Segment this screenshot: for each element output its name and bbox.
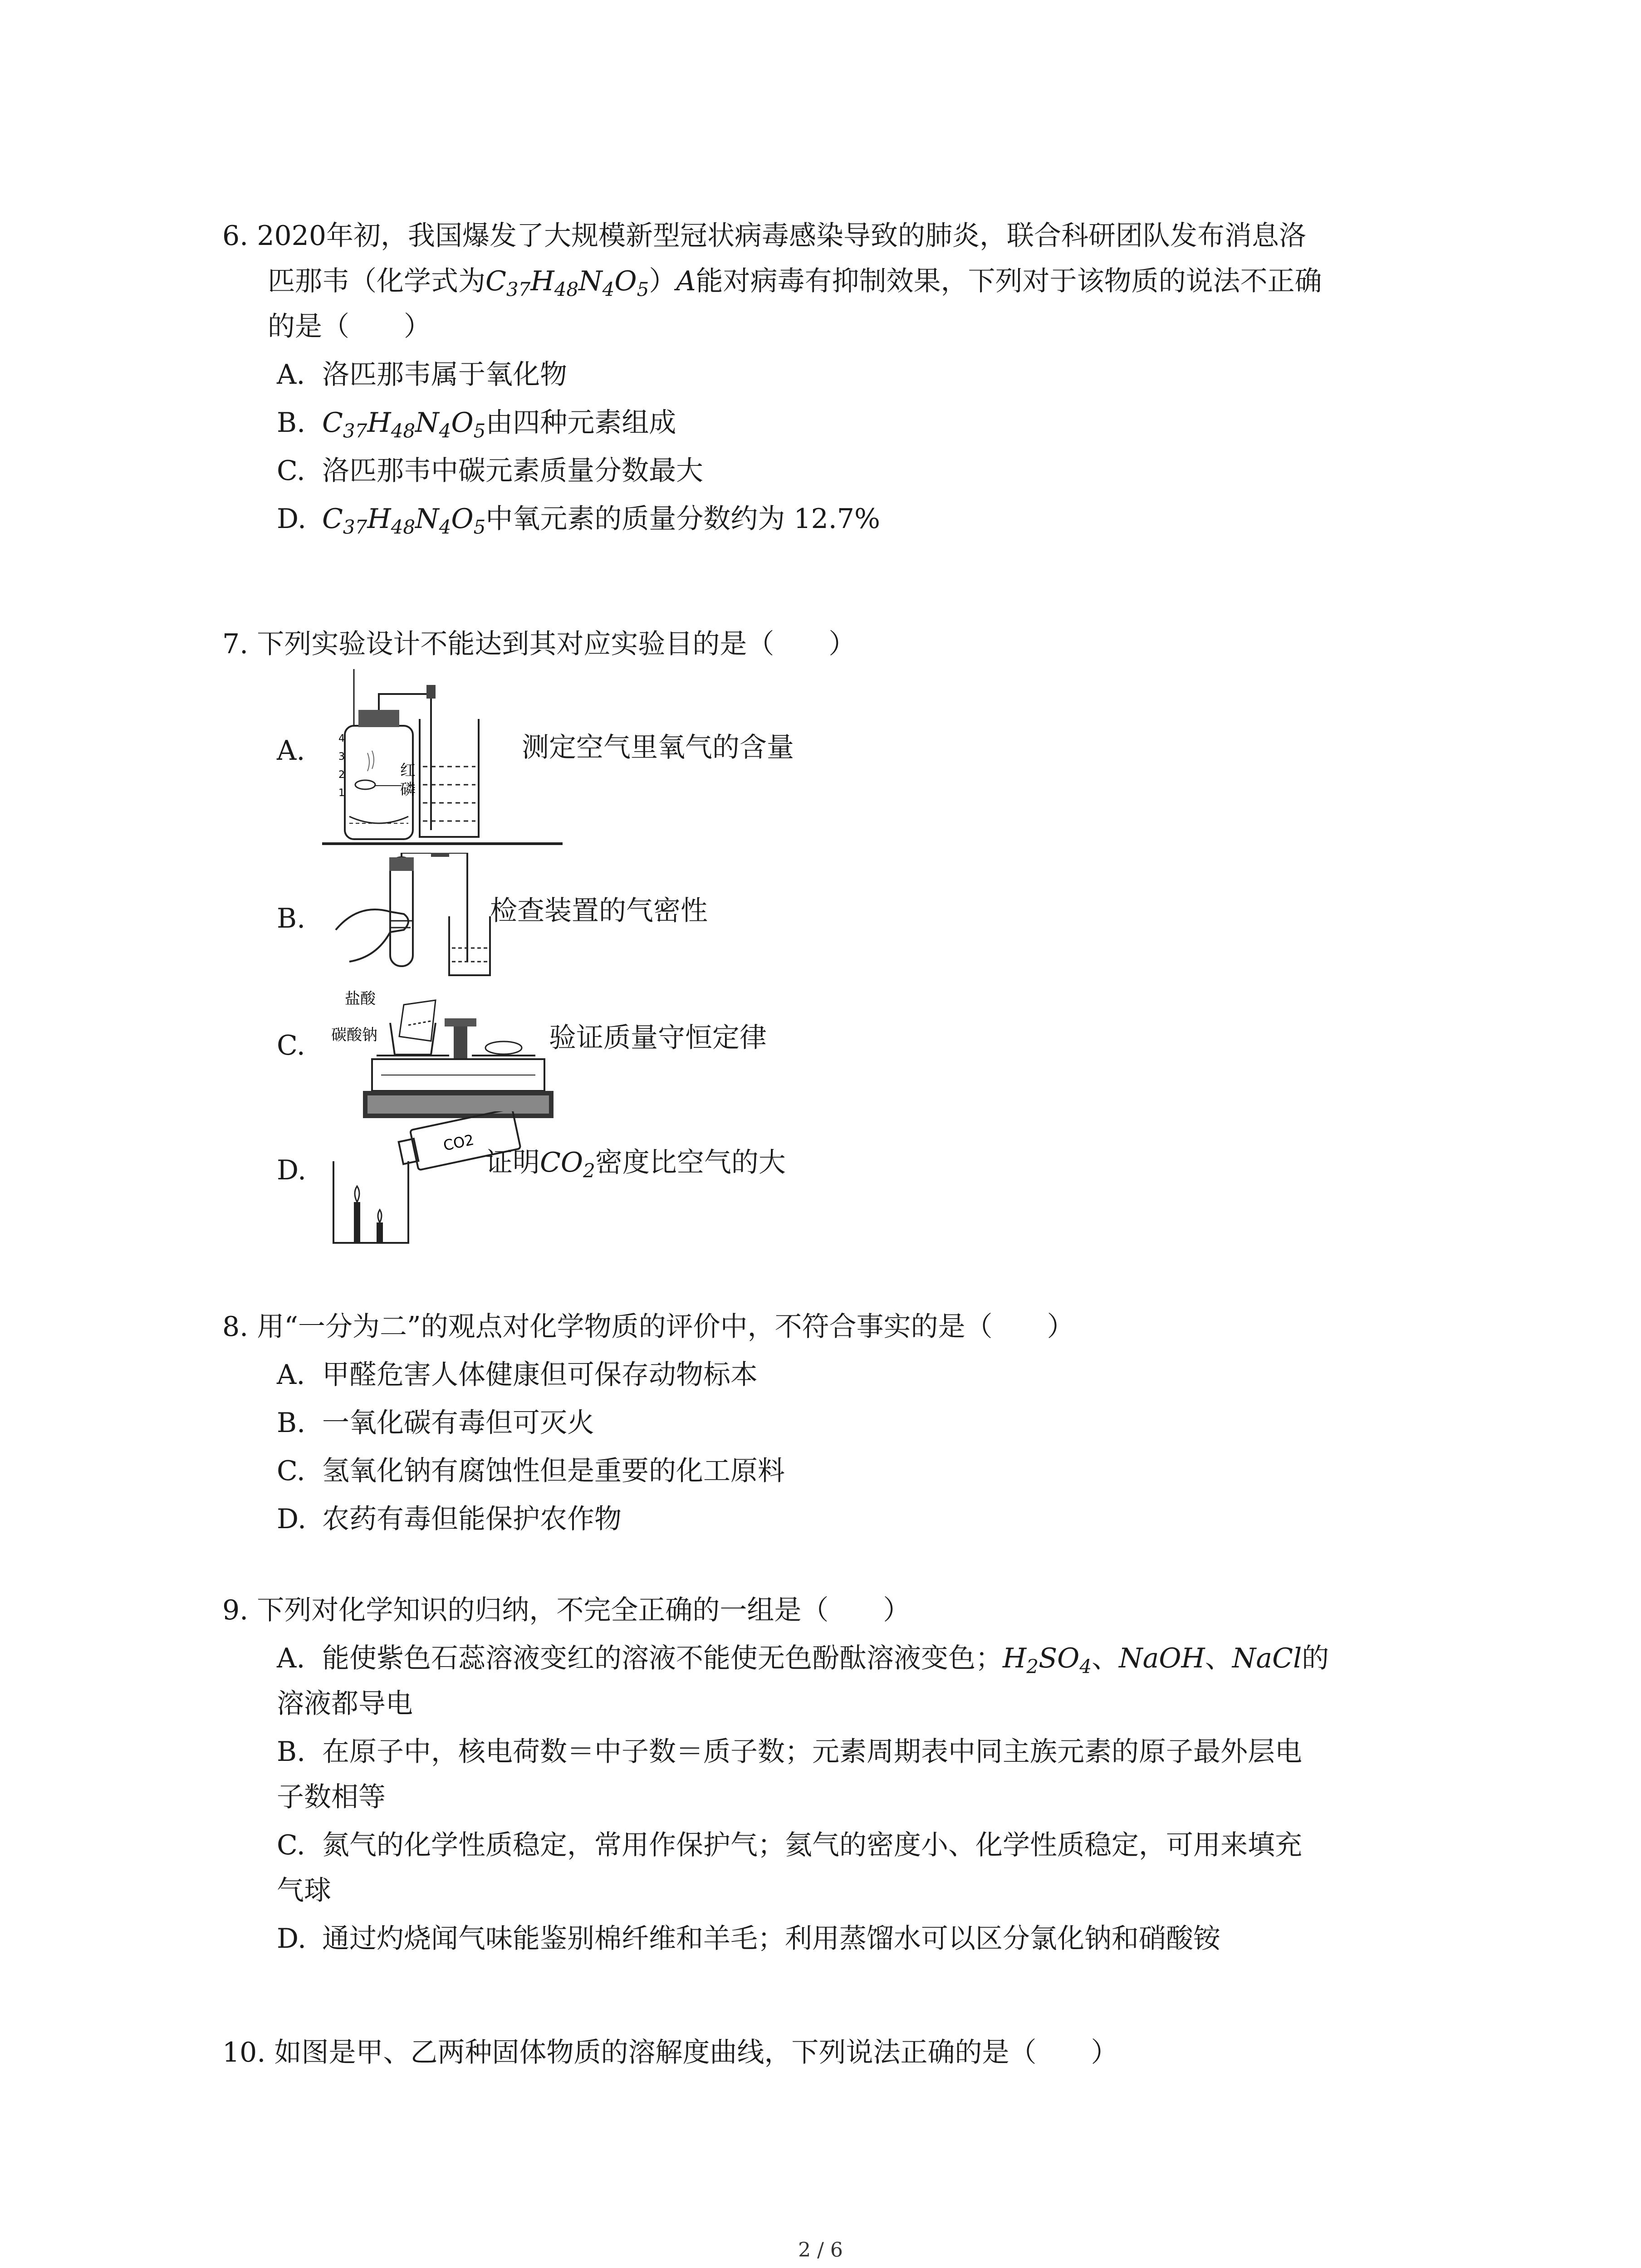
question-6 [222, 213, 1447, 542]
question-8-option-d[interactable]: D. 农药有毒但能保护农作物 [277, 1503, 622, 1535]
svg-text:磷: 磷 [400, 781, 416, 799]
question-8 [222, 1304, 1447, 1542]
question-6-option-b[interactable]: B. $C_{37}H_{48}N_4O_5$由四种元素组成 [277, 407, 676, 442]
question-7-option-a[interactable]: A. 4 3 2 1 红 磷 测定空气里氧气的含量 [277, 667, 1048, 848]
question-number: 9. [222, 1594, 249, 1626]
question-6-option-a[interactable]: A. 洛匹那韦属于氧化物 [277, 359, 567, 391]
question-number: 6. [222, 220, 249, 252]
formula-lopinavir: $C_{37}H_{48}N_4O_5$ [322, 407, 486, 442]
question-9-option-b[interactable]: B. 在原子中，核电荷数＝中子数＝质子数；元素周期表中同主族元素的原子最外层电 [277, 1736, 1302, 1768]
page-number: 2 / 6 [798, 2239, 843, 2262]
question-9-option-a-continued: 溶液都导电 [277, 1688, 413, 1720]
question-6-stem-line3: 的是（ ） [268, 311, 431, 342]
question-6-stem-line2: 匹那韦（化学式为$C_{37}H_{48}N_4O_5)A$能对病毒有抑制效果，下列对于该物质的说法不正确 [268, 265, 1322, 301]
question-10-stem: 10. 如图是甲、乙两种固体物质的溶解度曲线，下列说法正确的是（ ） [222, 2030, 1447, 2075]
question-7 [222, 621, 1447, 667]
svg-text:CO2: CO2 [441, 1131, 475, 1154]
question-number: 7. [222, 628, 249, 660]
formula-lopinavir: $C_{37}H_{48}N_4O_5$ [485, 265, 649, 301]
question-8-option-b[interactable]: B. 一氧化碳有毒但可灭火 [277, 1407, 594, 1439]
question-9-stem: 9. 下列对化学知识的归纳，不完全正确的一组是（ ） [222, 1588, 1447, 1633]
question-7-option-c[interactable]: C. 盐酸 碳酸钠 验证质量守恒定律 [277, 987, 1048, 1132]
question-9-option-b-continued: 子数相等 [277, 1781, 386, 1813]
question-10 [222, 2030, 1447, 2075]
co2-density-apparatus [322, 1111, 558, 1256]
question-9 [222, 1588, 1447, 1961]
question-9-option-c[interactable]: C. 氮气的化学性质稳定，常用作保护气；氦气的密度小、化学性质稳定，可用来填充 [277, 1829, 1302, 1861]
svg-text:4: 4 [338, 733, 345, 744]
formula-nacl: NaCl [1232, 1642, 1302, 1674]
question-9-option-a[interactable]: A. 能使紫色石蕊溶液变红的溶液不能使无色酚酞溶液变色；$H_2SO_4$、NaOH、NaCl的 [277, 1642, 1329, 1678]
question-7-option-b[interactable]: B. 检查装置的气密性 [277, 853, 1048, 989]
question-7-stem: 7. 下列实验设计不能达到其对应实验目的是（ ） [222, 621, 1447, 667]
formula-naoh: NaOH [1119, 1642, 1205, 1674]
question-8-option-a[interactable]: A. 甲醛危害人体健康但可保存动物标本 [277, 1359, 758, 1391]
question-6-stem: 6. 2020年初，我国爆发了大规模新型冠状病毒感染导致的肺炎，联合科研团队发布消息洛 [222, 213, 1447, 259]
question-7-option-d[interactable]: D. CO2 证明$CO_2$密度比空气的大 [277, 1111, 1048, 1256]
formula-h2so4: $H_2SO_4$ [1003, 1642, 1092, 1678]
question-8-stem: 8. 用“一分为二”的观点对化学物质的评价中，不符合事实的是（ ） [222, 1304, 1447, 1349]
svg-text:盐酸: 盐酸 [345, 990, 376, 1008]
svg-text:2: 2 [338, 769, 345, 781]
svg-text:碳酸钠: 碳酸钠 [331, 1026, 377, 1044]
svg-text:红: 红 [400, 762, 416, 780]
svg-text:3: 3 [338, 751, 345, 763]
question-number: 8. [222, 1311, 249, 1343]
question-number: 10. [222, 2037, 266, 2068]
question-6-option-c[interactable]: C. 洛匹那韦中碳元素质量分数最大 [277, 455, 703, 487]
formula-lopinavir: $C_{37}H_{48}N_4O_5$ [322, 503, 486, 538]
question-9-option-c-continued: 气球 [277, 1875, 331, 1906]
question-7-option-d-caption: 证明$CO_2$密度比空气的大 [485, 1147, 786, 1182]
question-9-option-d[interactable]: D. 通过灼烧闻气味能鉴别棉纤维和羊毛；利用蒸馏水可以区分氯化钠和硝酸铵 [277, 1923, 1220, 1955]
mass-conservation-balance [322, 987, 576, 1132]
question-6-option-d[interactable]: D. $C_{37}H_{48}N_4O_5$中氧元素的质量分数约为 12.7% [277, 503, 881, 538]
question-8-option-c[interactable]: C. 氢氧化钠有腐蚀性但是重要的化工原料 [277, 1455, 785, 1487]
svg-text:1: 1 [338, 787, 345, 799]
